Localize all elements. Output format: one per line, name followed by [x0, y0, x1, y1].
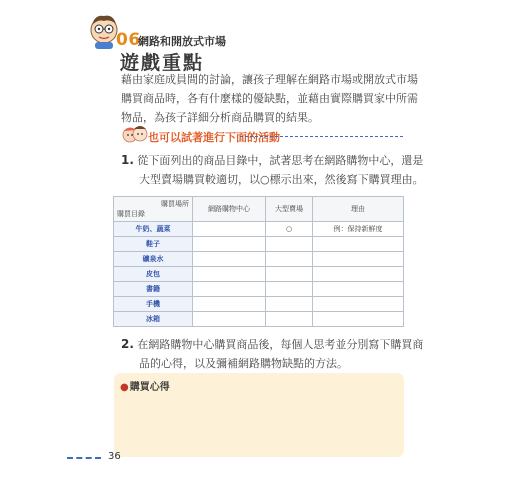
- table-row: [114, 267, 404, 282]
- cell-store[interactable]: ○: [266, 222, 313, 237]
- cell-online[interactable]: [193, 282, 266, 297]
- row-item-label: 礦泉水: [114, 252, 193, 267]
- header-online-mall: 網路購物中心: [193, 197, 266, 222]
- row-item-label: 冰箱: [114, 312, 193, 327]
- corner-top-label: 購買場所: [161, 200, 189, 208]
- cell-store[interactable]: [266, 237, 313, 252]
- cell-store[interactable]: [266, 267, 313, 282]
- cell-store[interactable]: [266, 282, 313, 297]
- cell-online[interactable]: [193, 297, 266, 312]
- row-item-label: 書籍: [114, 282, 193, 297]
- notes-label-text: 購買心得: [129, 382, 170, 393]
- table-row: [114, 312, 404, 327]
- cell-online[interactable]: [193, 252, 266, 267]
- question-2-number: 2.: [121, 337, 134, 351]
- question-1-number: 1.: [121, 153, 134, 167]
- table-header-row: [114, 197, 404, 222]
- table-row: [114, 252, 404, 267]
- table-corner-cell: [114, 197, 193, 222]
- cell-store[interactable]: [266, 252, 313, 267]
- cell-online[interactable]: [193, 267, 266, 282]
- table-row: [114, 297, 404, 312]
- chapter-title: 網路和開放式市場: [138, 35, 226, 48]
- header-large-store: 大型賣場: [266, 197, 313, 222]
- cell-store[interactable]: [266, 312, 313, 327]
- notes-label: [120, 378, 170, 393]
- question-1-text: 從下面列出的商品目錄中，試著思考在網路購物中心，還是大型賣場購買較適切，以○標示出來，然後寫下購買理由。: [137, 154, 424, 186]
- row-item-label: 鞋子: [114, 237, 193, 252]
- question-2: [121, 335, 433, 373]
- product-table: [113, 196, 404, 327]
- question-1: [121, 151, 433, 189]
- activity-title: 也可以試著進行下面的活動: [148, 131, 280, 144]
- question-2-text: 在網路購物中心購買商品後，每個人思考並分別寫下購買商品的心得，以及彌補網路購物缺點的方法。: [137, 338, 424, 370]
- table-row: [114, 237, 404, 252]
- dashed-divider: [240, 136, 403, 137]
- cell-reason[interactable]: [313, 297, 404, 312]
- corner-bottom-label: 購買目錄: [117, 210, 145, 218]
- section-title: 遊戲重點: [120, 52, 205, 74]
- cell-store[interactable]: [266, 297, 313, 312]
- cell-online[interactable]: [193, 312, 266, 327]
- cell-reason[interactable]: [313, 252, 404, 267]
- cell-reason[interactable]: [313, 282, 404, 297]
- header-reason: 理由: [313, 197, 404, 222]
- children-faces-icon: [121, 123, 149, 145]
- row-item-label: 牛奶、蔬菜: [114, 222, 193, 237]
- footer-dash-decoration: [67, 457, 101, 459]
- cell-reason[interactable]: 例：保持新鮮度: [313, 222, 404, 237]
- intro-paragraph: 藉由家庭成員間的討論，讓孩子理解在網路市場或開放式市場購買商品時，各有什麼樣的優缺點，並藉由實際購買家中所需物品，為孩子詳細分析商品購買的結果。: [121, 73, 418, 124]
- table-row: [114, 282, 404, 297]
- cell-reason[interactable]: [313, 312, 404, 327]
- row-item-label: 皮包: [114, 267, 193, 282]
- cell-reason[interactable]: [313, 267, 404, 282]
- cell-reason[interactable]: [313, 237, 404, 252]
- bullet-icon: ●: [120, 382, 129, 393]
- page-number: 36: [108, 451, 121, 462]
- table-row: [114, 222, 404, 237]
- cell-online[interactable]: [193, 237, 266, 252]
- chapter-number: 06: [116, 30, 141, 50]
- row-item-label: 手機: [114, 297, 193, 312]
- cell-online[interactable]: [193, 222, 266, 237]
